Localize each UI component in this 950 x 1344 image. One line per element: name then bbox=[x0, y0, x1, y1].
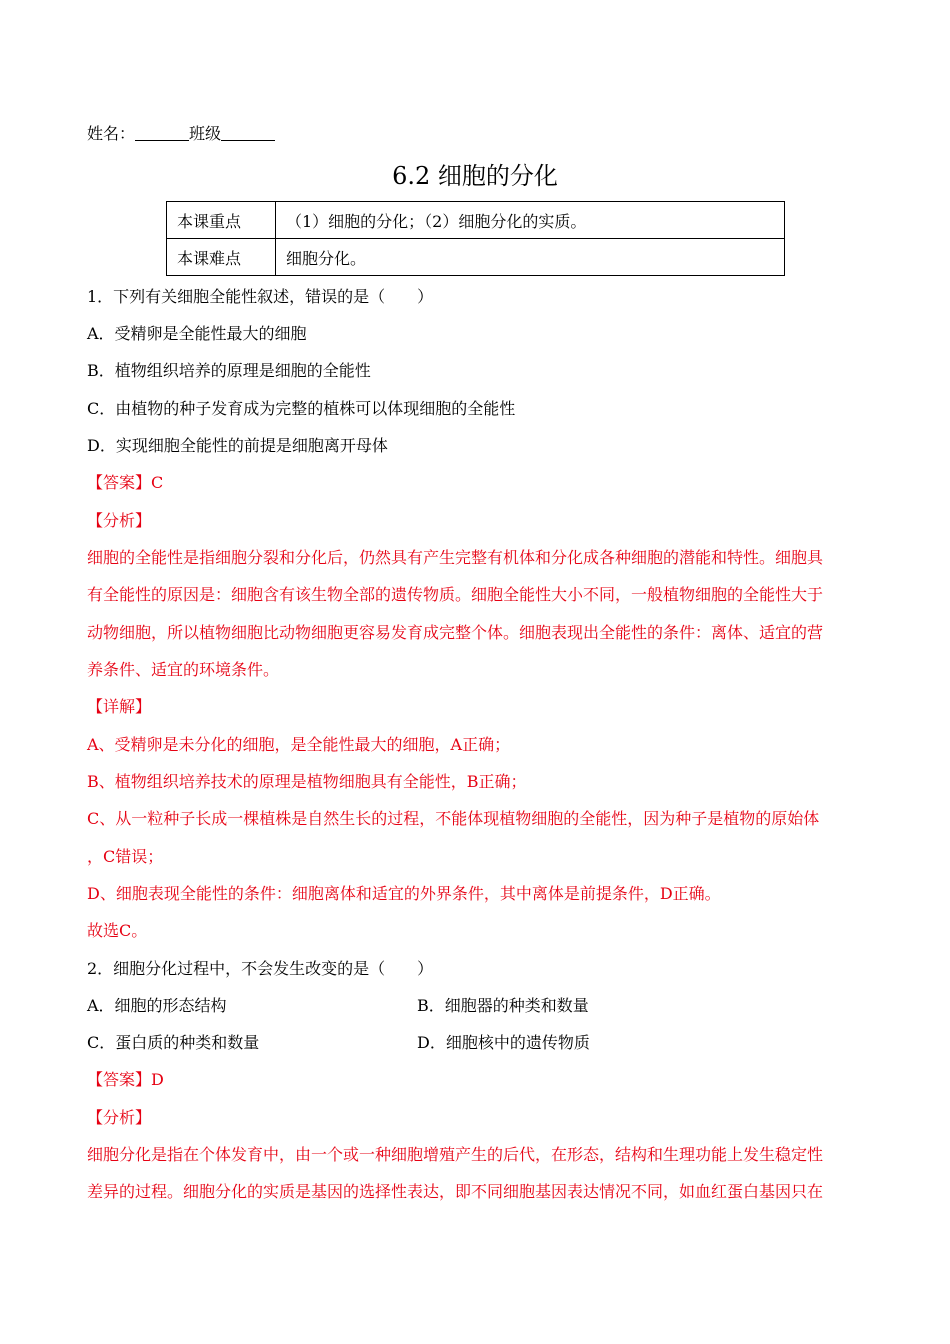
table-row bbox=[167, 239, 785, 276]
q2-analysis-tag: 【分析】 bbox=[87, 1108, 152, 1127]
answer-value: D bbox=[151, 1070, 164, 1089]
q2-option-d: D．细胞核中的遗传物质 bbox=[417, 1033, 590, 1052]
lesson-info-table bbox=[166, 201, 785, 276]
q2-option-a: A．细胞的形态结构 bbox=[87, 996, 227, 1015]
q2-analysis-line: 细胞分化是指在个体发育中，由一个或一种细胞增殖产生的后代，在形态，结构和生理功能上发生稳定性 bbox=[87, 1145, 824, 1164]
q1-detail-line: 故选C。 bbox=[87, 921, 148, 940]
answer-value: C bbox=[151, 473, 164, 492]
q2-answer bbox=[87, 1069, 164, 1091]
q1-detail-line: A、受精卵是未分化的细胞，是全能性最大的细胞，A正确； bbox=[87, 735, 511, 754]
answer-tag: 【答案】 bbox=[87, 1070, 152, 1089]
q1-analysis-line: 有全能性的原因是：细胞含有该生物全部的遗传物质。细胞全能性大小不同，一般植物细胞的全能性大于 bbox=[87, 585, 824, 604]
q1-option-a: A．受精卵是全能性最大的细胞 bbox=[87, 324, 307, 343]
q1-stem: 1．下列有关细胞全能性叙述，错误的是（ ） bbox=[87, 287, 434, 306]
q1-detail-line: C、从一粒种子长成一棵植株是自然生长的过程，不能体现植物细胞的全能性，因为种子是植物的原始体 bbox=[87, 809, 820, 828]
q1-detail-line: ，C错误； bbox=[87, 847, 164, 866]
q1-answer bbox=[87, 472, 163, 494]
q1-option-c: C．由植物的种子发育成为完整的植株可以体现细胞的全能性 bbox=[87, 399, 516, 418]
q1-option-d: D．实现细胞全能性的前提是细胞离开母体 bbox=[87, 436, 388, 455]
q1-detail-tag: 【详解】 bbox=[87, 697, 152, 716]
table-row bbox=[167, 202, 785, 239]
q1-analysis-line: 动物细胞，所以植物细胞比动物细胞更容易发育成完整个体。细胞表现出全能性的条件：离体、适宜的营 bbox=[87, 623, 824, 642]
difficulty-value: 细胞分化。 bbox=[276, 239, 785, 276]
q2-stem: 2．细胞分化过程中，不会发生改变的是（ ） bbox=[87, 959, 434, 978]
q2-option-c: C．蛋白质的种类和数量 bbox=[87, 1033, 260, 1052]
student-info-line bbox=[87, 123, 275, 145]
q1-analysis-line: 细胞的全能性是指细胞分裂和分化后，仍然具有产生完整有机体和分化成各种细胞的潜能和特性。细胞具 bbox=[87, 548, 824, 567]
name-blank[interactable] bbox=[135, 124, 189, 141]
page-title: 6.2 细胞的分化 bbox=[392, 162, 558, 190]
q1-option-b: B．植物组织培养的原理是细胞的全能性 bbox=[87, 361, 371, 380]
name-label: 姓名： bbox=[87, 124, 136, 143]
q1-analysis-line: 养条件、适宜的环境条件。 bbox=[87, 660, 280, 679]
q2-option-b: B．细胞器的种类和数量 bbox=[417, 996, 589, 1015]
class-blank[interactable] bbox=[221, 124, 275, 141]
q2-analysis-line: 差异的过程。细胞分化的实质是基因的选择性表达，即不同细胞基因表达情况不同，如血红蛋白基因只在 bbox=[87, 1182, 824, 1201]
key-points-value: （1）细胞的分化；（2）细胞分化的实质。 bbox=[276, 202, 785, 239]
q1-detail-line: B、植物组织培养技术的原理是植物细胞具有全能性，B正确； bbox=[87, 772, 527, 791]
q1-analysis-tag: 【分析】 bbox=[87, 511, 152, 530]
answer-tag: 【答案】 bbox=[87, 473, 152, 492]
q1-detail-line: D、细胞表现全能性的条件：细胞离体和适宜的外界条件，其中离体是前提条件，D正确。 bbox=[87, 884, 721, 903]
key-points-label: 本课重点 bbox=[167, 202, 276, 239]
difficulty-label: 本课难点 bbox=[167, 239, 276, 276]
class-label: 班级 bbox=[189, 124, 222, 143]
